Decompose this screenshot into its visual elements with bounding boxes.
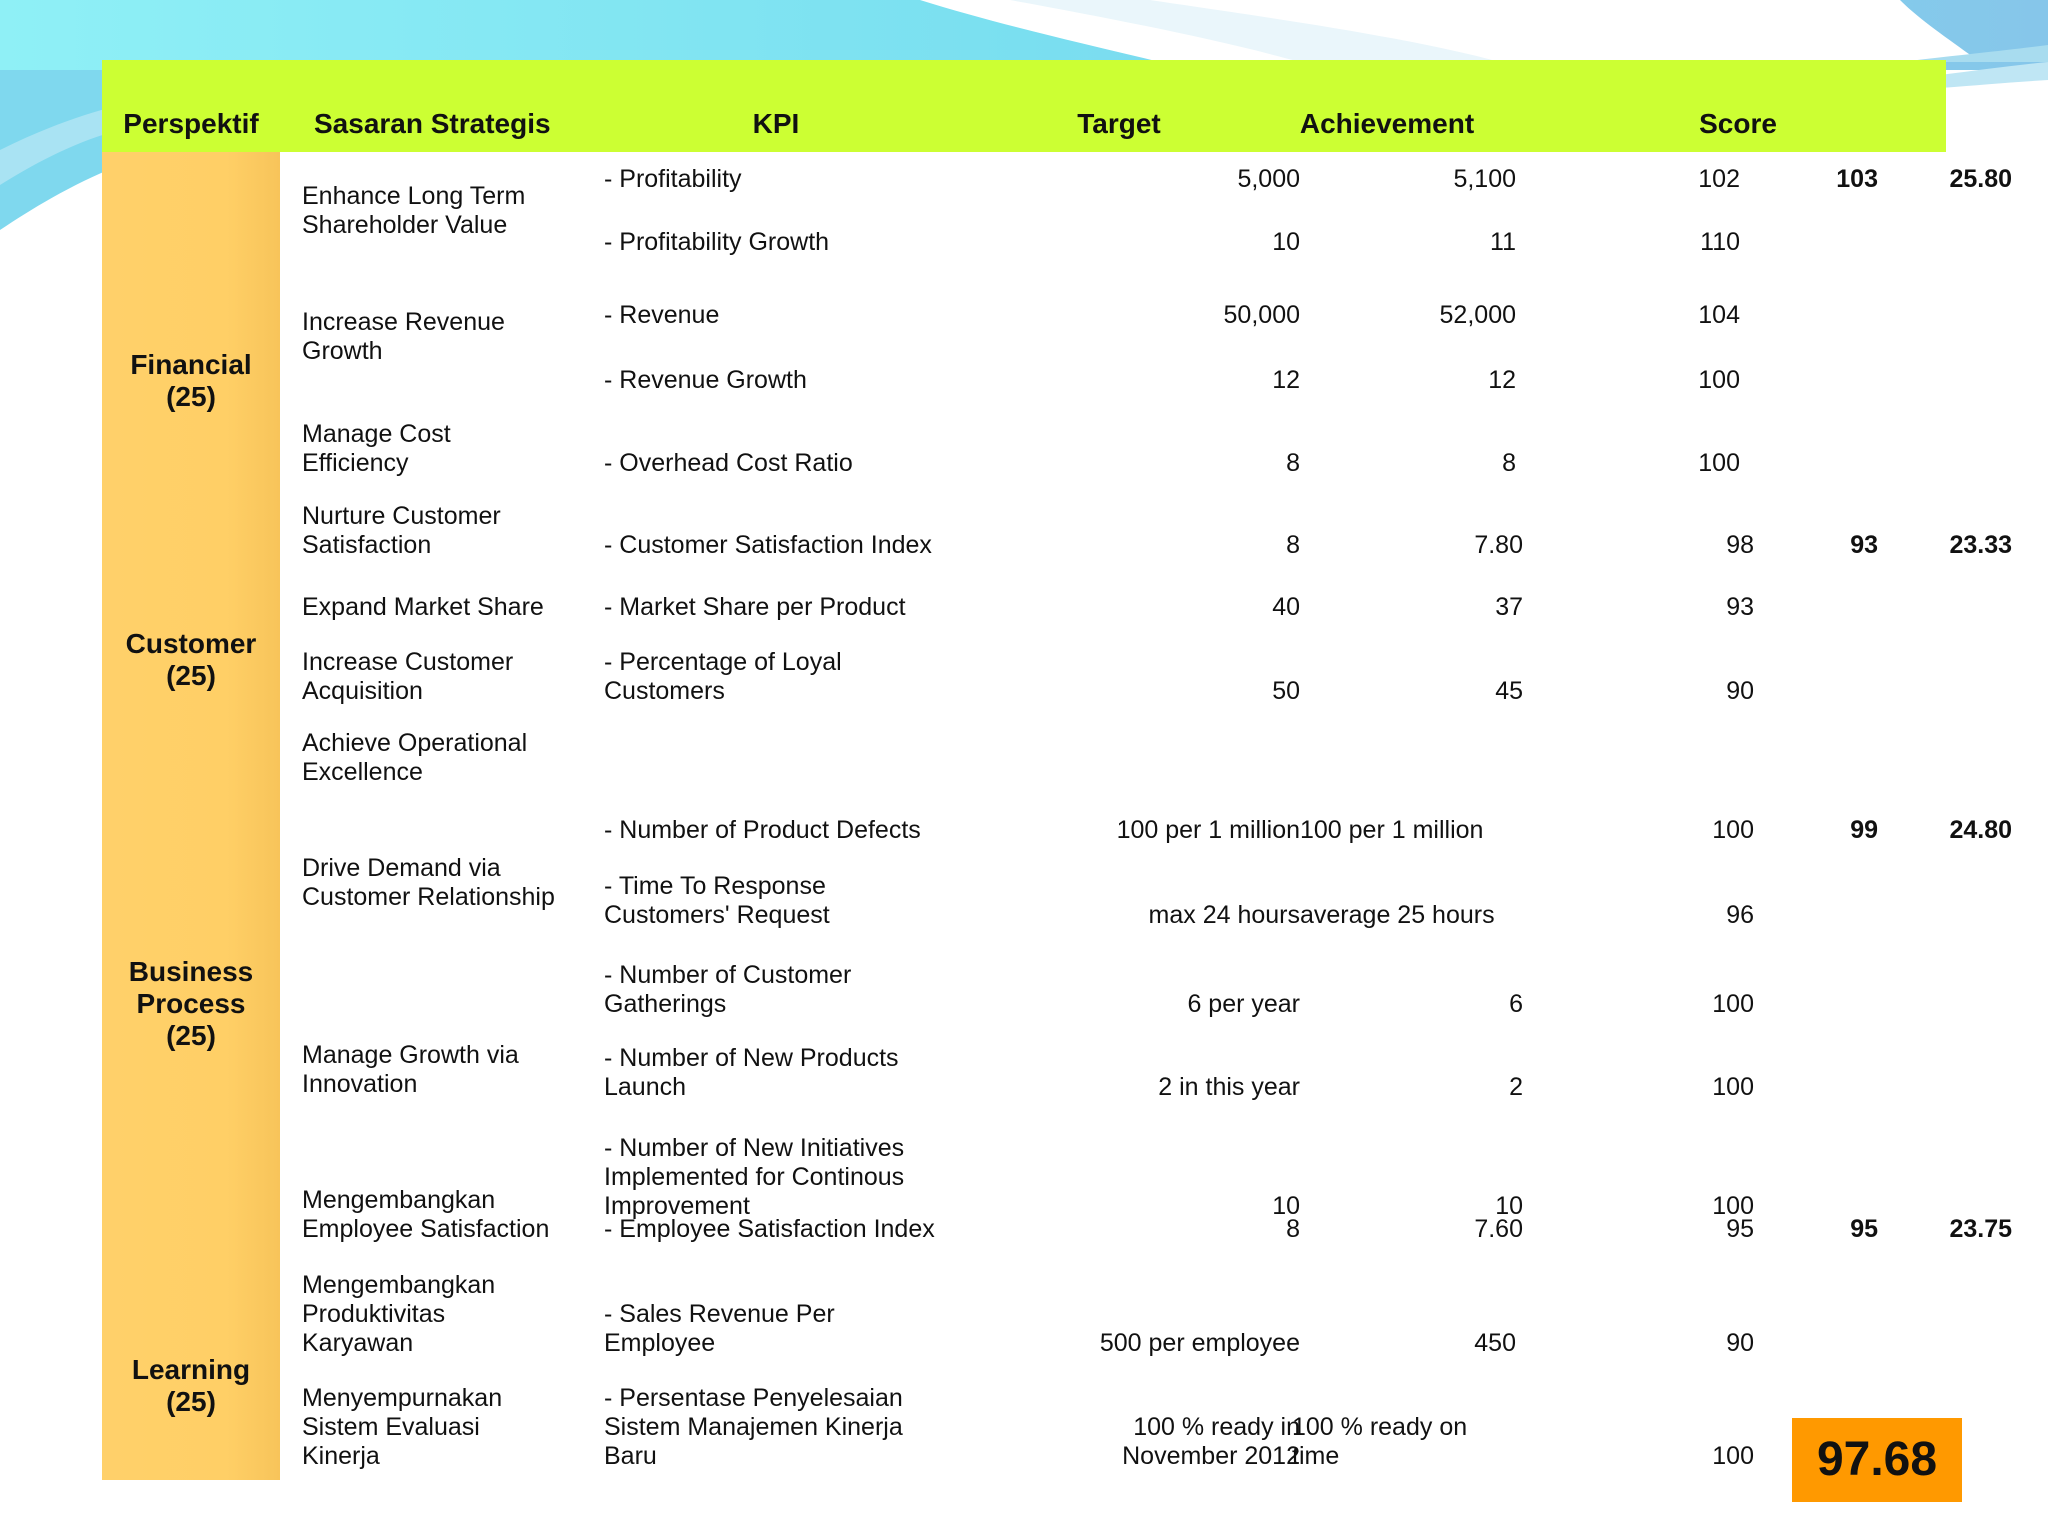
objective-manage-growth-innovation: Manage Growth via Innovation xyxy=(302,1041,519,1098)
achievement-value: 7.80 xyxy=(1474,531,1523,559)
kpi-label: - Number of New Products Launch xyxy=(604,1044,899,1101)
objective-achieve-operational-excellence: Achieve Operational Excellence xyxy=(302,729,528,786)
percent-value: 110 xyxy=(1700,228,1740,256)
kpi-label: - Employee Satisfaction Index xyxy=(604,1215,935,1243)
table-header xyxy=(102,60,1946,152)
objective-nurture-customer-satisfaction: Nurture Customer Satisfaction xyxy=(302,502,501,559)
percent-value: 95 xyxy=(1726,1215,1754,1243)
target-value: 100 % ready in November 2012 xyxy=(1122,1413,1300,1470)
achievement-value: 5,100 xyxy=(1453,165,1516,193)
target-value: 2 in this year xyxy=(1158,1073,1300,1101)
achievement-value: 2 xyxy=(1509,1073,1523,1101)
percent-value: 100 xyxy=(1712,816,1754,844)
weighted-score: 23.75 xyxy=(1949,1215,2012,1243)
header-kpi: KPI xyxy=(752,108,800,139)
objective-increase-revenue-growth: Increase Revenue Growth xyxy=(302,308,505,365)
percent-value: 100 xyxy=(1712,1192,1754,1220)
percent-value: 98 xyxy=(1726,531,1754,559)
perspective-score: 93 xyxy=(1850,531,1878,559)
target-value: 10 xyxy=(1272,1192,1300,1220)
kpi-label: - Profitability xyxy=(604,165,742,193)
achievement-value: 7.60 xyxy=(1474,1215,1523,1243)
perspective-score: 99 xyxy=(1850,816,1878,844)
perspective-customer: Customer (25) xyxy=(125,628,257,691)
perspective-score: 95 xyxy=(1850,1215,1878,1243)
kpi-label: - Overhead Cost Ratio xyxy=(604,449,853,477)
header-target: Target xyxy=(1077,108,1161,139)
achievement-value: 45 xyxy=(1495,677,1523,705)
objective-employee-satisfaction: Mengembangkan Employee Satisfaction xyxy=(302,1186,550,1243)
kpi-label: - Number of Customer Gatherings xyxy=(604,961,852,1018)
header-achievement: Achievement xyxy=(1299,108,1475,139)
kpi-label: - Persentase Penyelesaian Sistem Manajemen Kinerja Baru xyxy=(604,1384,903,1470)
percent-value: 100 xyxy=(1712,1442,1754,1470)
achievement-value: 100 per 1 million xyxy=(1300,816,1484,844)
perspective-business-process: Business Process (25) xyxy=(128,956,254,1051)
kpi-label: - Percentage of Loyal Customers xyxy=(604,648,842,705)
kpi-label: - Number of Product Defects xyxy=(604,816,921,844)
achievement-value: 11 xyxy=(1490,228,1516,256)
weighted-score: 25.80 xyxy=(1949,165,2012,193)
kpi-label: - Revenue Growth xyxy=(604,366,807,394)
target-value: 500 per employee xyxy=(1099,1329,1300,1357)
header-sasaran-strategis: Sasaran Strategis xyxy=(314,108,551,139)
kpi-label: - Market Share per Product xyxy=(604,593,906,621)
percent-value: 100 xyxy=(1698,449,1740,477)
percent-value: 100 xyxy=(1698,366,1740,394)
percent-value: 96 xyxy=(1726,901,1754,929)
percent-value: 102 xyxy=(1698,165,1740,193)
percent-value: 90 xyxy=(1726,677,1754,705)
objective-produktivitas-karyawan: Mengembangkan Produktivitas Karyawan xyxy=(302,1271,496,1357)
target-value: 8 xyxy=(1286,1215,1300,1243)
achievement-value: average 25 hours xyxy=(1300,901,1495,929)
target-value: 10 xyxy=(1272,228,1300,256)
perspective-financial: Financial (25) xyxy=(130,349,252,412)
perspective-score: 103 xyxy=(1836,165,1878,193)
percent-value: 90 xyxy=(1726,1329,1754,1357)
header-score: Score xyxy=(1699,108,1777,139)
objective-expand-market-share: Expand Market Share xyxy=(302,593,544,621)
achievement-value: 450 xyxy=(1474,1329,1516,1357)
target-value: max 24 hours xyxy=(1148,901,1300,929)
achievement-value: 37 xyxy=(1495,593,1523,621)
achievement-value: 100 % ready on time xyxy=(1292,1413,1468,1470)
percent-value: 100 xyxy=(1712,990,1754,1018)
objective-enhance-shareholder-value: Enhance Long Term Shareholder Value xyxy=(302,182,526,239)
kpi-label: - Customer Satisfaction Index xyxy=(604,531,932,559)
percent-value: 104 xyxy=(1698,301,1740,329)
target-value: 40 xyxy=(1272,593,1300,621)
percent-value: 93 xyxy=(1726,593,1754,621)
achievement-value: 10 xyxy=(1495,1192,1523,1220)
kpi-label: - Time To Response Customers' Request xyxy=(604,872,830,929)
achievement-value: 8 xyxy=(1502,449,1516,477)
kpi-label: - Number of New Initiatives Implemented for Continous Improvement xyxy=(604,1134,905,1220)
weighted-score: 23.33 xyxy=(1949,531,2012,559)
objective-manage-cost-efficiency: Manage Cost Efficiency xyxy=(302,420,451,477)
target-value: 8 xyxy=(1286,449,1300,477)
achievement-value: 12 xyxy=(1488,366,1516,394)
target-value: 8 xyxy=(1286,531,1300,559)
target-value: 6 per year xyxy=(1187,990,1300,1018)
percent-value: 100 xyxy=(1712,1073,1754,1101)
achievement-value: 52,000 xyxy=(1439,301,1516,329)
target-value: 50,000 xyxy=(1223,301,1300,329)
kpi-label: - Sales Revenue Per Employee xyxy=(604,1300,835,1357)
kpi-scorecard-table xyxy=(102,60,2012,1480)
objective-sistem-evaluasi-kinerja: Menyempurnakan Sistem Evaluasi Kinerja xyxy=(302,1384,503,1470)
target-value: 100 per 1 million xyxy=(1116,816,1300,844)
perspective-column xyxy=(102,152,280,1480)
kpi-label: - Revenue xyxy=(604,301,720,329)
achievement-value: 6 xyxy=(1509,990,1523,1018)
target-value: 5,000 xyxy=(1237,165,1300,193)
perspective-learning: Learning (25) xyxy=(131,1354,251,1417)
objective-drive-demand: Drive Demand via Customer Relationship xyxy=(302,854,555,911)
header-perspektif: Perspektif xyxy=(123,108,259,139)
total-score-badge: 97.68 xyxy=(1792,1418,1962,1502)
target-value: 50 xyxy=(1272,677,1300,705)
target-value: 12 xyxy=(1272,366,1300,394)
weighted-score: 24.80 xyxy=(1949,816,2012,844)
objective-increase-customer-acquisition: Increase Customer Acquisition xyxy=(302,648,514,705)
kpi-label: - Profitability Growth xyxy=(604,228,830,256)
